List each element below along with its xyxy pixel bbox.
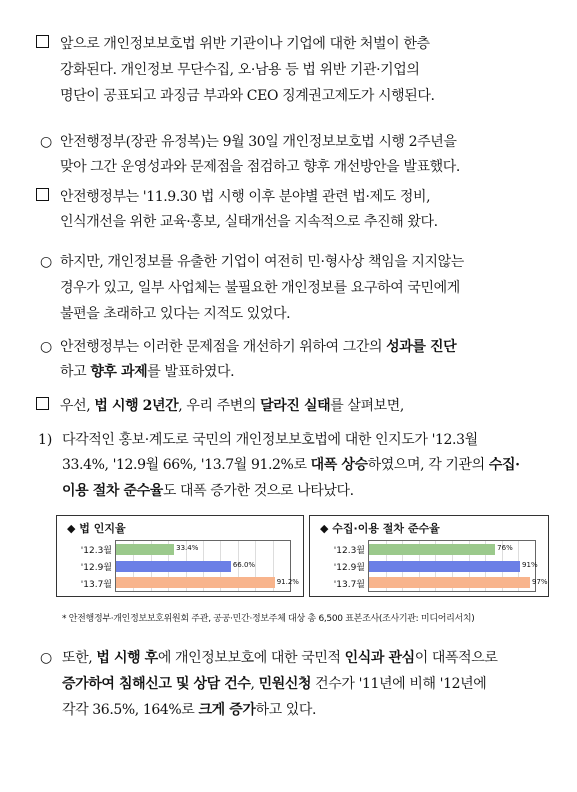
category-label: '13.7월 [333,579,365,590]
item1-line3: 이용 절차 준수율도 대폭 증가한 것으로 나타났다. [62,483,354,499]
data-label: 33.4% [176,544,199,553]
bullet1-line1: 안전행정부(장관 유정복)는 9월 30일 개인정보보호법 시행 2주년을 [60,134,457,150]
bullet2-line1: 하지만, 개인정보를 유출한 기업이 여전히 민·형사상 책임을 지지않는 [60,254,464,270]
circle-bullet: ○ [40,650,53,666]
circle-bullet: ○ [40,134,53,150]
section1-line2: 강화된다. 개인정보 무단수집, 오·남용 등 법 위반 기관·기업의 [60,62,420,78]
item1-line2: 33.4%, '12.9월 66%, '13.7월 91.2%로 대폭 상승하였으며, 각 기관의 수집· [62,457,520,473]
bar [116,544,174,555]
circle-bullet: ○ [40,339,53,355]
category-label: '12.3월 [333,546,365,557]
bar [369,544,495,555]
item-number: 1) [38,432,53,448]
bar [116,577,275,588]
chart-plot-area [80,540,299,592]
bullet4-line3: 각각 36.5%, 164%로 크게 증가하고 있다. [62,702,317,718]
collection-compliance-chart [309,515,549,597]
section2-line2: 인식개선을 위한 교육·홍보, 실태개선을 지속적으로 추진해 왔다. [60,214,438,230]
data-label: 91.2% [276,577,299,586]
bar [369,561,520,572]
chart-title: ◆ 법 인지율 [67,522,126,535]
bullet2-line3: 불편을 초래하고 있다는 지적도 있었다. [60,306,291,322]
section1-line3: 명단이 공표되고 과징금 부과와 CEO 징계권고제도가 시행된다. [60,88,435,104]
item1-line1: 다각적인 홍보·계도로 국민의 개인정보보호법에 대한 인지도가 '12.3월 [62,432,478,448]
category-label: '12.9월 [333,563,365,573]
bullet3-line2: 하고 향후 과제를 발표하였다. [60,364,235,380]
data-label: 91% [522,561,538,569]
section1-line1: 앞으로 개인정보보호법 위반 기관이나 기업에 대한 처벌이 한층 [60,36,430,52]
square-bullet [36,394,49,419]
bar [369,577,530,588]
circle-bullet: ○ [40,254,53,270]
section2-line1: 안전행정부는 '11.9.30 법 시행 이후 분야별 관련 법·제도 정비, [60,189,431,205]
bullet3-line1: 안전행정부는 이러한 문제점을 개선하기 위하여 그간의 성과를 진단 [60,339,457,355]
category-label: '13.7월 [80,579,112,590]
bullet4-line1: 또한, 법 시행 후에 개인정보보호에 대한 국민적 인식과 관심이 대폭적으로 [62,650,498,666]
category-label: '12.9월 [80,563,112,573]
data-label: 66.0% [232,561,256,569]
category-label: '12.3월 [80,546,112,557]
footnote: * 안전행정부·개인정보보호위원회 주관, 공공·민간·정보주체 대상 총 6,500 표본조사(조사기관: 미디어리서치) [62,614,475,624]
bullet2-line2: 경우가 있고, 일부 사업체는 불필요한 개인정보를 요구하여 국민에게 [60,280,460,296]
law-awareness-chart [56,515,304,597]
bullet4-line2: 증가하여 침해신고 및 상담 건수, 민원신청 건수가 '11년에 비해 '12년에 [62,676,487,692]
bullet1-line2: 맞아 그간 운영성과와 문제점을 점검하고 향후 개선방안을 발표했다. [60,159,460,175]
data-label: 76% [497,544,513,553]
bar [116,561,231,572]
section3-line: 우선, 법 시행 2년간, 우리 주변의 달라진 실태를 살펴보면, [60,398,404,414]
data-label: 97% [532,577,548,586]
square-bullet [36,32,49,57]
chart-title: ◆ 수집·이용 절차 준수율 [320,522,440,535]
square-bullet [36,185,49,210]
chart-plot-area [333,540,548,592]
